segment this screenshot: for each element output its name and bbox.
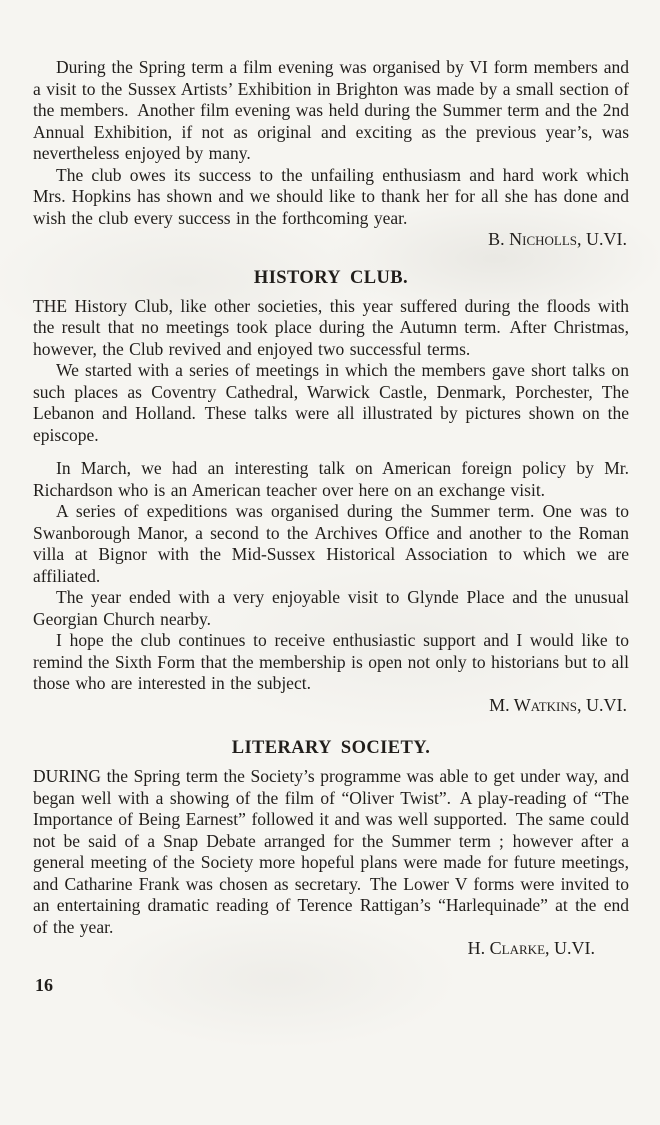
author-signature: B. Nicholls, U.VI.: [488, 229, 627, 249]
article-film-club-continuation: [33, 57, 629, 251]
paragraph: In March, we had an interesting talk on American foreign policy by Mr. Richardson who is an American teacher over here on an exchange visit.: [33, 458, 629, 500]
paragraph: The club owes its success to the unfailing enthusiasm and hard work which Mrs. Hopkins has shown and we should like to thank her for all she has done and wish the club every success in the forthcoming year.: [33, 164, 629, 228]
article-literary-society: [33, 737, 629, 960]
paragraph: THE History Club, like other societies, this year suffered during the floods with the result that no meetings took place during the Autumn term. After Christmas, however, the Club revived and enjoyed two successful terms.: [33, 295, 629, 359]
paragraph: I hope the club continues to receive enthusiastic support and I would like to remind the Sixth Form that the membership is open not only to historians but to all those who are interested in the subject.: [33, 630, 629, 693]
paragraph: We started with a series of meetings in which the members gave short talks on such places as Coventry Cathedral, Warwick Castle, Denmark, Porchester, The Lebanon and Holland. These talks were all illustrated by pictures shown on the episcope.: [33, 360, 629, 445]
paragraph: The year ended with a very enjoyable visit to Glynde Place and the unusual Georgian Church nearby.: [33, 587, 629, 629]
paragraph: A series of expeditions was organised during the Summer term. One was to Swanborough Manor, a second to the Archives Office and another to the Roman villa at Bignor with the Mid-Sussex Historical Association to which we are affiliated.: [33, 501, 629, 586]
author-signature: H. Clarke, U.VI.: [467, 938, 595, 958]
section-heading: LITERARY SOCIETY.: [231, 738, 431, 758]
section-heading: HISTORY CLUB.: [253, 267, 409, 288]
article-history-club: [33, 267, 629, 717]
author-signature: M. Watkins, U.VI.: [489, 694, 627, 715]
paragraph: During the Spring term a film evening was organised by VI form members and a visit to the Sussex Artists’ Exhibition in Brighton was made by a small section of the members. Another film evening was held during the Summer term and the 2nd Annual Exhibition, if not as original and exciting as the previous year’s, was nevertheless enjoyed by many.: [33, 57, 629, 163]
paragraph: DURING the Spring term the Society’s programme was able to get under way, and began well with a showing of the film of “Oliver Twist”. A play-reading of “The Importance of Being Earnest” followed it and was well supported. The same could not be said of a Snap Debate arranged for the Summer term ; however after a general meeting of the Society more hopeful plans were made for future meetings, and Catharine Frank was chosen as secretary. The Lower V forms were invited to an entertaining dramatic reading of Terence Rattigan’s “Harlequinade” at the end of the year.: [33, 766, 629, 937]
page-number: 16: [35, 974, 53, 995]
